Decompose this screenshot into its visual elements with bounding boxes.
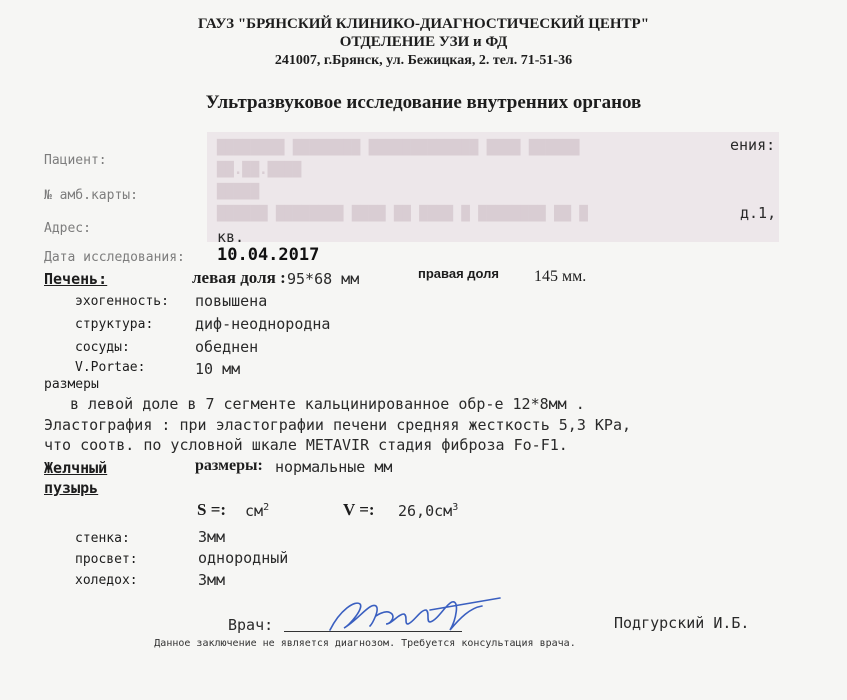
redacted-text: ██████ ████████ ████ ██ ████ █ ████████ ██ █: [217, 206, 588, 222]
doctor-name: Подгурский И.Б.: [614, 614, 750, 632]
duct-label: холедох:: [75, 573, 138, 588]
sizes-label: размеры: [44, 377, 99, 392]
card-number-label: № амб.карты:: [44, 188, 138, 203]
vportae-value: 10 мм: [195, 360, 241, 378]
liver-section-title: Печень:: [44, 270, 108, 288]
duct-value: 3мм: [198, 571, 226, 589]
exam-date-value: 10.04.2017: [217, 245, 320, 265]
gallbladder-sizes-label: размеры:: [195, 457, 263, 474]
right-lobe-label: правая доля: [418, 266, 499, 281]
gallbladder-section-title: Желчный: [44, 459, 108, 477]
area-value: $см^2$: [245, 502, 270, 520]
doctor-signature: [310, 590, 515, 640]
volume-label: V =:: [343, 500, 375, 519]
address-tail-apartment: кв.: [217, 228, 245, 246]
clinic-address: 241007, г.Брянск, ул. Бежицкая, 2. тел. 71-51-36: [274, 53, 573, 68]
redacted-text: ██.██.████: [217, 162, 302, 178]
structure-value: диф-неоднородна: [195, 315, 331, 333]
document-title: Ультразвуковое исследование внутренних органов: [205, 92, 642, 113]
right-lobe-value: 145 мм.: [534, 268, 587, 285]
gallbladder-sizes-value: нормальные мм: [275, 458, 393, 476]
address-tail: д.1,: [740, 204, 777, 222]
echogenicity-value: повышена: [195, 292, 268, 310]
structure-label: структура:: [75, 317, 154, 332]
address-label: Адрес:: [44, 221, 91, 236]
liver-note-calcification: в левой доле в 7 сегменте кальцинированное обр-е 12*8мм .: [70, 395, 585, 413]
left-lobe-label: левая доля :: [192, 268, 286, 287]
disclaimer: Данное заключение не является диагнозом. Требуется консультация врача.: [154, 638, 576, 649]
area-label: S =:: [197, 500, 227, 519]
liver-note-metavir: что соотв. по условной шкале METAVIR стадия фиброза Fo-F1.: [44, 436, 568, 454]
department-name: ОТДЕЛЕНИЕ УЗИ и ФД: [339, 34, 508, 50]
vessels-label: сосуды:: [75, 340, 130, 355]
lumen-value: однородный: [198, 549, 289, 567]
doctor-label: Врач:: [228, 616, 274, 634]
vportae-label: V.Portae:: [75, 360, 146, 375]
echogenicity-label: эхогенность:: [75, 294, 169, 309]
redacted-text: ████████ ████████ █████████████ ████ ██████: [217, 140, 580, 156]
lumen-label: просвет:: [75, 552, 138, 567]
patient-label: Пациент:: [44, 153, 107, 168]
birth-date-label-tail: ения:: [730, 136, 776, 154]
volume-value: $26,0см^3$: [398, 502, 459, 520]
wall-label: стенка:: [75, 531, 130, 546]
vessels-value: обеднен: [195, 338, 259, 356]
redacted-block: [207, 132, 779, 242]
left-lobe-value: 95*68 мм: [287, 270, 360, 288]
wall-value: 3мм: [198, 528, 226, 546]
exam-date-label: Дата исследования:: [44, 250, 185, 265]
clinic-name: ГАУЗ "БРЯНСКИЙ КЛИНИКО-ДИАГНОСТИЧЕСКИЙ ЦЕНТР": [197, 16, 650, 32]
liver-note-elastography: Эластография : при эластографии печени средняя жесткость 5,3 КРа,: [44, 416, 631, 434]
gallbladder-section-title-line2: пузырь: [44, 479, 99, 497]
redacted-text: █████: [217, 184, 260, 200]
